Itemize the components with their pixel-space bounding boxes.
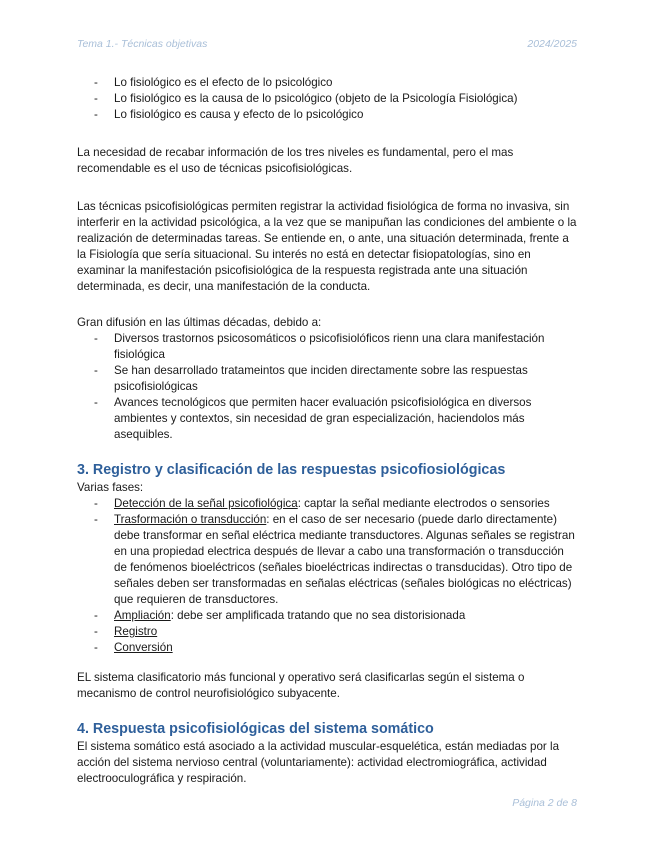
list-item: - Lo fisiológico es causa y efecto de lo psicológico bbox=[94, 108, 364, 121]
dash-bullet: - bbox=[94, 332, 98, 345]
page-content bbox=[77, 75, 579, 787]
difusion-list bbox=[77, 331, 579, 443]
fase-term: Detección de la señal psicofiológica bbox=[114, 497, 298, 510]
fase-term: Registro bbox=[114, 625, 158, 638]
dash-bullet: - bbox=[94, 396, 98, 409]
paragraph-necesidad: La necesidad de recabar información de los tres niveles es fundamental, pero el mas recomendable es el uso de técnicas psicofisiológicas. bbox=[77, 146, 514, 175]
list-item: - Detección de la señal psicofiológica: captar la señal mediante electrodos o sensories bbox=[94, 497, 550, 510]
intro-list bbox=[77, 75, 579, 123]
list-item: - Avances tecnológicos que permiten hacer evaluación psicofisiológica en diversos ambientes y contextos, sin necesidad de gran especialización, haciendolos más asequibles. bbox=[94, 396, 532, 441]
section-3-closing: EL sistema clasificatorio más funcional y operativo será clasificarlas según el sistema o mecanismo de control neurofisiológico subyacente. bbox=[77, 671, 525, 700]
dash-bullet: - bbox=[94, 513, 98, 526]
list-item bbox=[77, 624, 579, 640]
page-header bbox=[77, 38, 577, 52]
dash-bullet: - bbox=[94, 92, 98, 105]
list-item: - Se han desarrollado tratameintos que inciden directamente sobre las respuestas psicofisiológicas bbox=[94, 364, 528, 393]
list-item: - Trasformación o transducción: en el caso de ser necesario (puede darlo directamente) debe transformar en señal eléctrica mediante transductores. Algunas señales se registran en una propiedad electrica después de llevar a cabo una transformación o transducción de fenómenos bioeléctricos (señales bioeléctricas indirectas o transducidas). Otro tipo de señales deben ser transformadas en señalas eléctricas (señales biológicas no eléctricas) que requieren de transductores. bbox=[94, 513, 575, 606]
fase-term: Trasformación o transducción bbox=[114, 513, 267, 526]
section-3-intro: Varias fases: bbox=[77, 481, 144, 494]
section-4-text: El sistema somático está asociado a la actividad muscular-esquelética, están mediadas por la acción del sistema nervioso central (voluntariamente): actividad electromiográfica, actividad electrooculográfica y respiración. bbox=[77, 740, 560, 785]
list-item: - Lo fisiológico es el efecto de lo psicológico bbox=[94, 76, 333, 89]
fase-term: Conversión bbox=[114, 641, 173, 654]
paragraph-difusion: Gran difusión en las últimas décadas, debido a: bbox=[77, 316, 322, 329]
paragraph-tecnicas: Las técnicas psicofisiológicas permiten registrar la actividad fisiológica de forma no invasiva, sin interferir en la actividad psicológica, a la vez que se manipuñan las condiciones del ambiente o la realización de determinadas tareas. Se entiende en, o ante, una situación determinada, frente a la Fisiología que sería situacional. Su interés no está en detectar fisiopatologías, sino en examinar la manifestación psicofisiológica de la respuesta registrada ante una situación determinada, es decir, una manifestación de la conducta. bbox=[77, 200, 577, 293]
section-3-heading: 3. Registro y clasificación de las respuestas psicofiosiológicas bbox=[77, 462, 506, 478]
fases-list bbox=[77, 496, 579, 656]
header-title: Tema 1.- Técnicas objetivas bbox=[77, 38, 208, 50]
dash-bullet: - bbox=[94, 76, 98, 89]
dash-bullet: - bbox=[94, 108, 98, 121]
dash-bullet: - bbox=[94, 641, 98, 654]
dash-bullet: - bbox=[94, 364, 98, 377]
list-item: - Ampliación: debe ser amplificada tratando que no sea distorisionada bbox=[94, 609, 466, 622]
section-4-heading: 4. Respuesta psicofisiológicas del sistema somático bbox=[77, 721, 434, 737]
list-item bbox=[77, 640, 579, 656]
dash-bullet: - bbox=[94, 625, 98, 638]
dash-bullet: - bbox=[94, 609, 98, 622]
dash-bullet: - bbox=[94, 497, 98, 510]
fase-term: Ampliación bbox=[114, 609, 171, 622]
page-footer: Página 2 de 8 bbox=[512, 797, 577, 809]
list-item: - Diversos trastornos psicosomáticos o psicofisiolóficos rienn una clara manifestación fisiológica bbox=[94, 332, 545, 361]
header-year: 2024/2025 bbox=[527, 38, 577, 50]
list-item: - Lo fisiológico es la causa de lo psicológico (objeto de la Psicología Fisiológica) bbox=[94, 92, 518, 105]
